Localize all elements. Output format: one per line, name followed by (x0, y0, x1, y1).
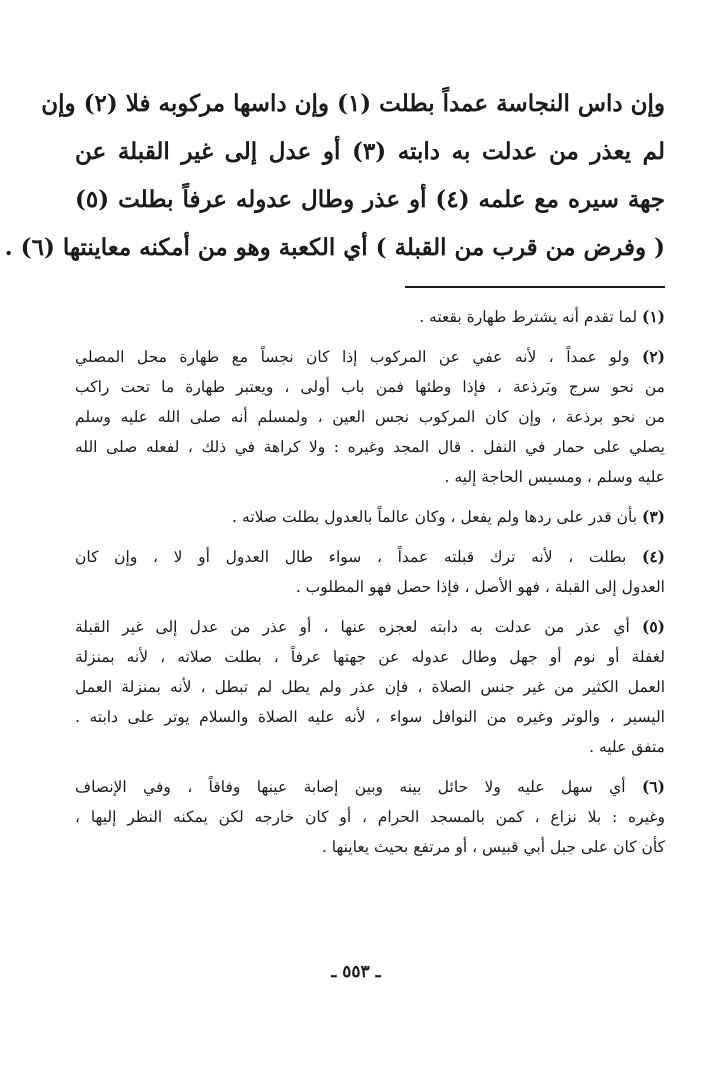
footnote-number: (١) (641, 307, 665, 326)
main-text (4, 80, 665, 272)
footnote-line (75, 572, 665, 602)
main-text-line: وإن داس النجاسة عمداً بطلت (١) وإن داسها مركوبه فلا (٢) وإن (41, 90, 665, 117)
footnote-line (75, 832, 665, 862)
main-text-line: ( وفرض من قرب من القبلة ) أي الكعبة وهو من أمكنه معاينتها (٦) . (4, 234, 665, 261)
footnote-text: العدول إلى القبلة ، فهو الأصل ، فإذا حصل فهو المطلوب . (295, 578, 665, 596)
footnote-text: لما تقدم أنه يشترط طهارة بقعته . (419, 308, 638, 326)
footnote (75, 612, 665, 762)
footnote-text: بطلت ، لأنه ترك قبلته عمداً ، سواء طال العدول أو لا ، وإن كان (75, 548, 627, 566)
footnote-text: بأن قدر على ردها ولم يفعل ، وكان عالماً بالعدول بطلت صلاته . (232, 508, 638, 526)
footnote (75, 542, 665, 602)
footnote-line (75, 702, 665, 732)
footnote-separator (405, 286, 665, 288)
footnotes (75, 302, 665, 862)
footnote-line (75, 672, 665, 702)
footnote-line (75, 612, 665, 642)
footnote (75, 342, 665, 492)
main-text-line: لم يعذر من عدلت به دابته (٣) أو عدل إلى غير القبلة عن (75, 138, 665, 165)
footnote-number: (٣) (641, 507, 665, 526)
footnote-line (75, 432, 665, 462)
footnote (75, 502, 665, 532)
footnote-text: متفق عليه . (589, 738, 665, 756)
footnote-line (75, 302, 665, 332)
page-number: ـ ٥٥٣ ـ (331, 962, 381, 982)
footnote-line (75, 342, 665, 372)
footnote-text: العمل الكثير من غير جنس الصلاة ، فإن عذر ولم يطل لم تبطل ، لأنه بمنزلة العمل (75, 678, 665, 696)
footnote-text: أي سهل عليه ولا حائل بينه وبين إصابة عينها وفاقاً ، وفي الإنصاف (75, 778, 626, 796)
footnote-text: وغيره : بلا نزاع ، كمن بالمسجد الحرام ، أو كان خارجه لكن يمكنه النظر إليها ، (75, 808, 665, 826)
footnote-text: اليسير ، والوتر وغيره من النوافل سواء ، لأنه عليه الصلاة والسلام يوتر على دابته . (75, 708, 665, 726)
footnote-line (75, 502, 665, 532)
footnote-text: عليه وسلم ، ومسيس الحاجة إليه . (444, 468, 665, 486)
footnote-line (75, 642, 665, 672)
footnote-number: (٢) (641, 347, 665, 366)
footnote-line (75, 732, 665, 762)
main-text-line: جهة سيره مع علمه (٤) أو عذر وطال عدوله عرفاً بطلت (٥) (75, 186, 665, 213)
footnote (75, 302, 665, 332)
footnote-text: ولو عمداً ، لأنه عفي عن المركوب إذا كان نجساً مع طهارة محل المصلي (75, 348, 630, 366)
footnote-line (75, 372, 665, 402)
footnote-number: (٥) (641, 617, 665, 636)
footnote-line (75, 462, 665, 492)
page-body (4, 80, 665, 872)
footnote-number: (٤) (641, 547, 665, 566)
footnote-text: من نحو برذعة ، وإن كان المركوب نجس العين ، ولمسلم أنه صلى الله عليه وسلم (75, 408, 665, 426)
footnote-line (75, 402, 665, 432)
footnote-line (75, 542, 665, 572)
footnote-text: من نحو سرج وبَرذعة ، فإذا وطئها فمن باب أولى ، ويعتبر طهارة ما تحت راكب (75, 378, 665, 396)
footnote-text: أي عذر من عدلت به دابته لعجزه عنها ، أو عذر من عدل إلى غير القبلة (75, 618, 630, 636)
footnote-line (75, 802, 665, 832)
footnote-text: يصلي على حمار في النفل . قال المجد وغيره : ولا كراهة في ذلك ، لفعله صلى الله (75, 438, 665, 456)
footnote (75, 772, 665, 862)
footnote-number: (٦) (641, 777, 665, 796)
footnote-text: كأن كان على جبل أبي قبيس ، أو مرتفع بحيث يعاينها . (321, 838, 665, 856)
footnote-text: لغفلة أو نوم أو جهل وطال عدوله عن جهتها عرفاً ، بطلت صلاته ، لأنه بمنزلة (75, 648, 665, 666)
footnote-line (75, 772, 665, 802)
